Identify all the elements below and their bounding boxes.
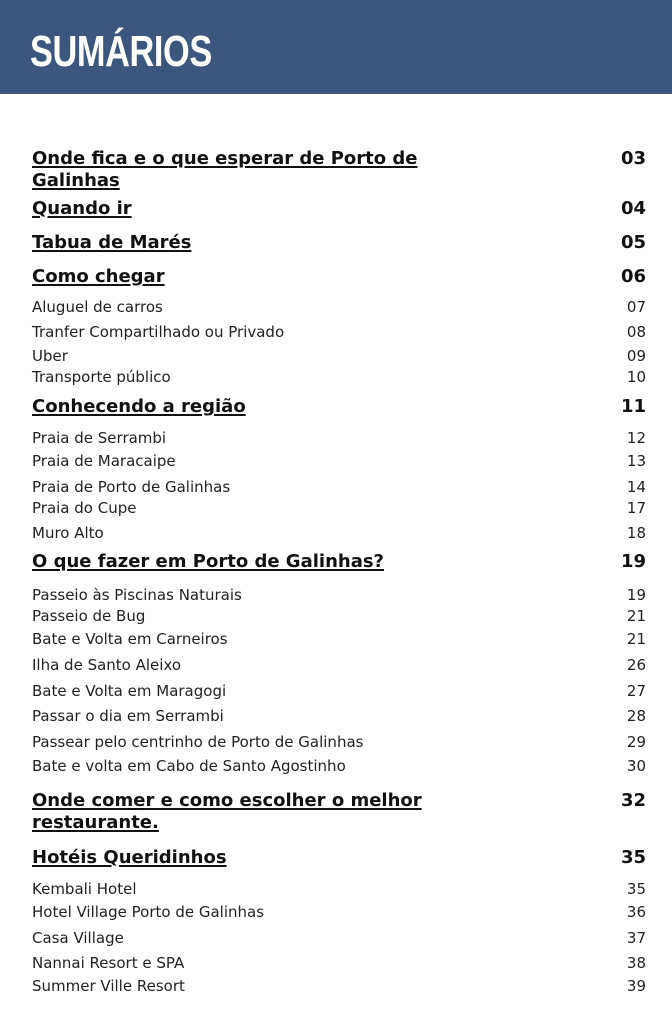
toc-page-number: 21: [626, 607, 646, 625]
toc-subsection[interactable]: [32, 953, 646, 973]
toc-page-number: 38: [626, 954, 646, 972]
toc-entry-title: Onde fica e o que esperar de Porto de Galinhas: [32, 148, 418, 191]
toc-entry-title: Onde comer e como escolher o melhor restaurante.: [32, 790, 422, 833]
toc-entry-title: Hotel Village Porto de Galinhas: [32, 903, 265, 921]
toc-entry-title: Bate e volta em Cabo de Santo Agostinho: [32, 757, 346, 775]
toc-entry-title: Muro Alto: [32, 524, 104, 542]
toc-entry-title: Conhecendo a região: [32, 396, 246, 417]
toc-page-number: 11: [620, 396, 646, 417]
toc-subsection[interactable]: [32, 928, 646, 948]
toc-page-number: 39: [626, 977, 646, 995]
toc-entry-title: Tabua de Marés: [32, 232, 192, 253]
toc-section[interactable]: [32, 847, 646, 869]
toc-subsection[interactable]: [32, 756, 646, 776]
toc-entry-title: Kembali Hotel: [32, 880, 137, 898]
toc-page-number: 19: [620, 551, 646, 572]
toc-page-number: 12: [626, 429, 646, 447]
toc-page-number: 13: [626, 452, 646, 470]
toc-page-number: 14: [626, 478, 646, 496]
toc-entry-title: O que fazer em Porto de Galinhas?: [32, 551, 385, 572]
toc-page-number: 17: [626, 499, 646, 517]
toc-page-number: 10: [626, 368, 646, 386]
toc-page-number: 26: [626, 656, 646, 674]
toc-entry-title: Aluguel de carros: [32, 298, 163, 316]
toc-section[interactable]: [32, 551, 646, 573]
toc-page-number: 27: [626, 682, 646, 700]
toc-entry-title: Passeio às Piscinas Naturais: [32, 586, 242, 604]
toc-page-number: 32: [620, 790, 646, 811]
toc-page-number: 21: [626, 630, 646, 648]
toc-page-number: 35: [620, 847, 646, 868]
toc-entry-title: Quando ir: [32, 198, 132, 219]
toc-subsection[interactable]: [32, 451, 646, 471]
toc-subsection[interactable]: [32, 681, 646, 701]
toc-page-number: 08: [626, 323, 646, 341]
toc-page-number: 35: [626, 880, 646, 898]
toc-page-number: 05: [620, 232, 646, 253]
toc-entry-title: Praia de Maracaipe: [32, 452, 176, 470]
toc-entry-title: Summer Ville Resort: [32, 977, 185, 995]
toc-subsection[interactable]: [32, 322, 646, 342]
toc-page-number: 09: [626, 347, 646, 365]
toc-page-number: 28: [626, 707, 646, 725]
toc-entry-title: Bate e Volta em Maragogi: [32, 682, 227, 700]
toc-entry-title: Ilha de Santo Aleixo: [32, 656, 182, 674]
toc-page-number: 36: [626, 903, 646, 921]
toc-subsection[interactable]: [32, 879, 646, 899]
toc-section[interactable]: [32, 266, 646, 288]
toc-section[interactable]: [32, 396, 646, 418]
toc-page-number: 04: [620, 198, 646, 219]
toc-subsection[interactable]: [32, 346, 646, 366]
toc-subsection[interactable]: [32, 367, 646, 387]
toc-entry-title: Hotéis Queridinhos: [32, 847, 227, 868]
toc-entry-title: Casa Village: [32, 929, 124, 947]
toc-section[interactable]: [32, 232, 646, 254]
toc-entry-title: Praia do Cupe: [32, 499, 137, 517]
toc-subsection[interactable]: [32, 706, 646, 726]
toc-page-number: 37: [626, 929, 646, 947]
toc-subsection[interactable]: [32, 629, 646, 649]
toc-subsection[interactable]: [32, 976, 646, 996]
toc-subsection[interactable]: [32, 523, 646, 543]
toc-page-number: 03: [620, 148, 646, 169]
toc-page-number: 29: [626, 733, 646, 751]
toc-entry-title: Transporte público: [32, 368, 171, 386]
toc-entry-title: Praia de Serrambi: [32, 429, 167, 447]
toc-subsection[interactable]: [32, 477, 646, 497]
toc-section[interactable]: [32, 148, 646, 192]
toc-entry-title: Bate e Volta em Carneiros: [32, 630, 228, 648]
toc-page-number: 18: [626, 524, 646, 542]
toc-subsection[interactable]: [32, 732, 646, 752]
toc-section[interactable]: [32, 198, 646, 220]
toc-subsection[interactable]: [32, 297, 646, 317]
toc-entry-title: Passeio de Bug: [32, 607, 146, 625]
toc-page-number: 06: [620, 266, 646, 287]
toc-entry-title: Uber: [32, 347, 68, 365]
toc-entry-title: Passar o dia em Serrambi: [32, 707, 224, 725]
toc-subsection[interactable]: [32, 606, 646, 626]
toc-entry-title: Praia de Porto de Galinhas: [32, 478, 231, 496]
toc-subsection[interactable]: [32, 902, 646, 922]
toc-subsection[interactable]: [32, 498, 646, 518]
page-title: SUMÁRIOS: [30, 27, 212, 76]
toc-page-number: 30: [626, 757, 646, 775]
toc-subsection[interactable]: [32, 655, 646, 675]
toc-subsection[interactable]: [32, 428, 646, 448]
toc-section[interactable]: [32, 790, 646, 834]
header-banner: [0, 0, 672, 94]
toc-page-number: 07: [626, 298, 646, 316]
toc-entry-title: Como chegar: [32, 266, 165, 287]
toc-entry-title: Passear pelo centrinho de Porto de Galinhas: [32, 733, 364, 751]
toc-subsection[interactable]: [32, 585, 646, 605]
toc-entry-title: Tranfer Compartilhado ou Privado: [32, 323, 285, 341]
toc-page-number: 19: [626, 586, 646, 604]
toc-entry-title: Nannai Resort e SPA: [32, 954, 185, 972]
